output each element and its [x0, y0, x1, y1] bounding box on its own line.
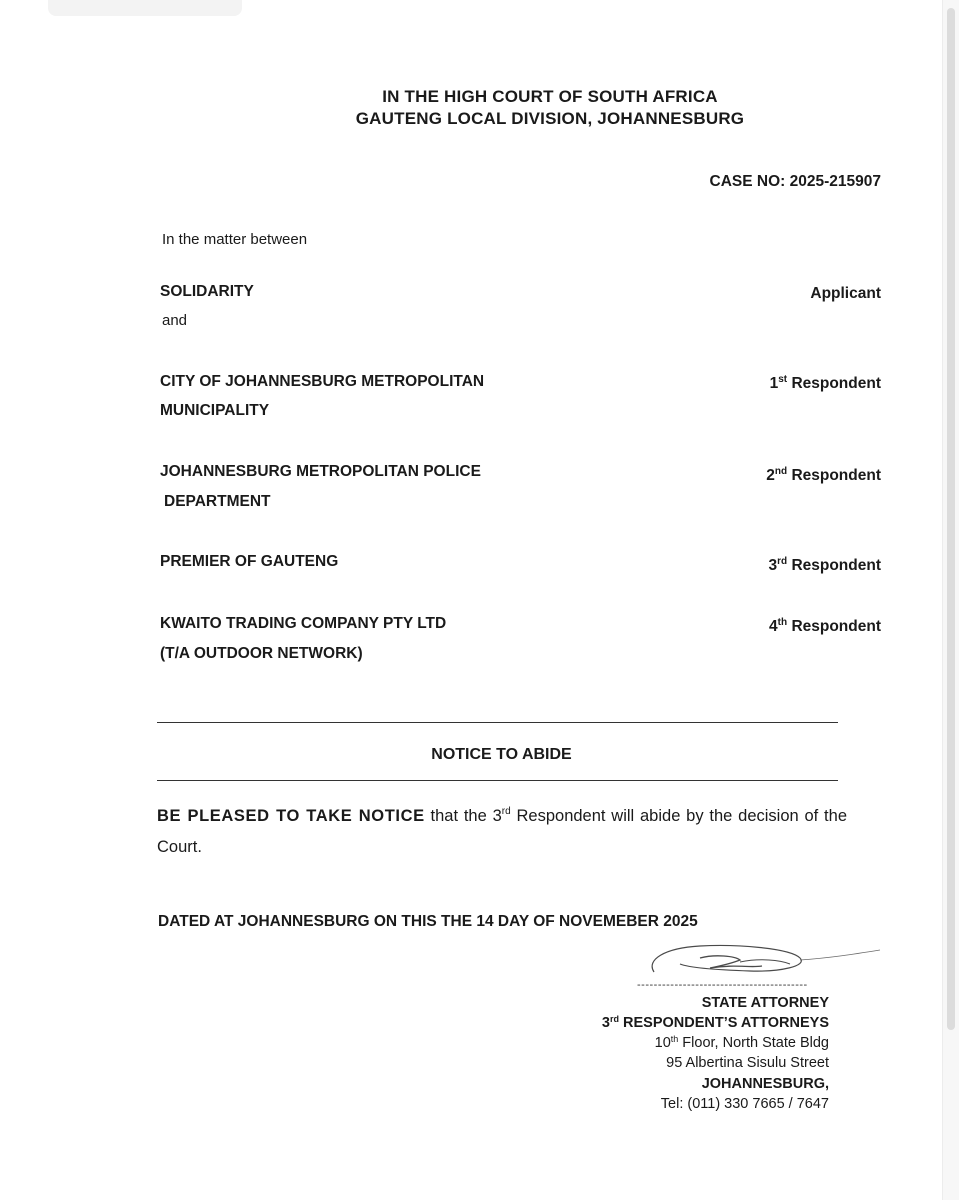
respondent-2-name: JOHANNESBURG METROPOLITAN POLICE — [160, 463, 481, 480]
respondent-1-role: 1st Respondent — [769, 374, 881, 392]
respondent-3-name: PREMIER OF GAUTENG — [160, 553, 339, 570]
scrollbar[interactable] — [942, 0, 959, 1200]
case-number: CASE NO: 2025-215907 — [709, 173, 881, 190]
respondent-2-role: 2nd Respondent — [766, 466, 881, 484]
telephone: Tel: (011) 330 7665 / 7647 — [660, 1096, 829, 1112]
divider-top — [157, 722, 838, 723]
respondent-3-role: 3rd Respondent — [768, 556, 881, 574]
respondent-2-name-cont: DEPARTMENT — [164, 493, 271, 510]
respondent-1-name-cont: MUNICIPALITY — [160, 402, 270, 419]
handwritten-signature — [640, 938, 890, 984]
respondent-4-name: KWAITO TRADING COMPANY PTY LTD — [160, 615, 447, 632]
conjunction-and: and — [162, 312, 188, 329]
applicant-name: SOLIDARITY — [160, 283, 254, 300]
respondent-4-name-cont: (T/A OUTDOOR NETWORK) — [160, 645, 363, 662]
court-division: GAUTENG LOCAL DIVISION, JOHANNESBURG — [355, 109, 745, 128]
scrollbar-thumb[interactable] — [947, 8, 955, 1030]
address-line-1: 10th Floor, North State Bldg — [654, 1034, 829, 1051]
divider-bottom — [157, 780, 838, 781]
signature-line: ----------------------------------------- — [637, 979, 808, 991]
address-city: JOHANNESBURG, — [701, 1076, 829, 1092]
matter-intro: In the matter between — [162, 231, 308, 248]
court-name: IN THE HIGH COURT OF SOUTH AFRICA — [382, 87, 718, 106]
notice-body: BE PLEASED TO TAKE NOTICE that the 3rd Respondent will abide by the decision of the Court. — [157, 806, 847, 856]
signatory-title: STATE ATTORNEY — [701, 995, 829, 1011]
respondent-1-name: CITY OF JOHANNESBURG METROPOLITAN — [160, 373, 485, 390]
dated-line: DATED AT JOHANNESBURG ON THIS THE 14 DAY OF NOVEMEBER 2025 — [158, 913, 698, 930]
address-line-2: 95 Albertina Sisulu Street — [666, 1055, 829, 1071]
signatory-capacity: 3rd RESPONDENT’S ATTORNEYS — [601, 1014, 829, 1031]
applicant-role: Applicant — [810, 285, 881, 302]
respondent-4-role: 4th Respondent — [769, 617, 881, 635]
notice-heading: NOTICE TO ABIDE — [431, 746, 572, 763]
